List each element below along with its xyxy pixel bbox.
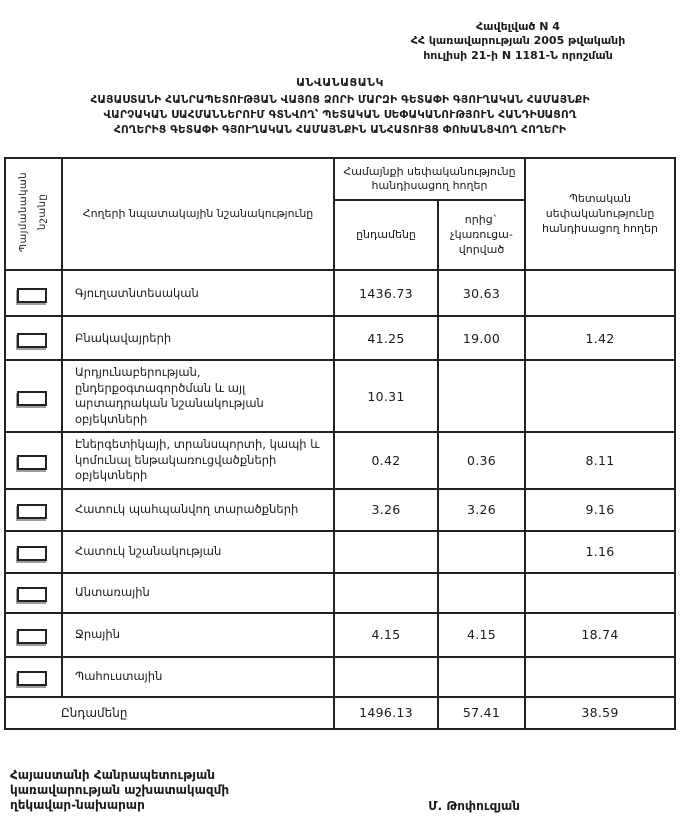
annex-decision-line: հուլիսի 21-ի N 1181-Ն որոշման [423, 48, 613, 62]
land-transfer-table [4, 157, 676, 730]
value-unbuilt [438, 657, 525, 697]
legend-symbol-icon [17, 391, 47, 406]
value-community-total: 0.42 [334, 432, 438, 489]
header-symbol-column [5, 158, 62, 270]
document-title-block [0, 75, 680, 137]
value-unbuilt [438, 531, 525, 573]
legend-symbol-icon [17, 455, 47, 470]
title-line-3: ՀՈՂԵՐԻՑ ԳԵՏԱՓԻ ԳՅՈՒՂԱԿԱՆ ՀԱՄԱՅՆՔԻՆ ԱՆՀԱՏՈՒՅՑ ՓՈԽԱՆՑՎՈՂ ՀՈՂԵՐԻ [113, 123, 567, 136]
org-line-2: կառավարության աշխատակազմի [10, 782, 230, 797]
table-row [5, 316, 675, 360]
total-state-value: 38.59 [525, 697, 675, 729]
legend-symbol-icon [17, 333, 47, 348]
document-heading: ԱՆՎԱՆԱՑԱՆԿ [296, 75, 384, 89]
value-state: 1.16 [525, 531, 675, 573]
symbol-cell [5, 316, 62, 360]
category-label: Գյուղատնտեսական [62, 270, 334, 316]
header-community-group: Համայնքի սեփականությունը հանդիսացող հողեր [334, 158, 525, 200]
value-unbuilt: 0.36 [438, 432, 525, 489]
legend-symbol-icon [17, 288, 47, 303]
value-unbuilt: 30.63 [438, 270, 525, 316]
value-state [525, 360, 675, 432]
legend-symbol-icon [17, 587, 47, 602]
category-label: Հատուկ պահպանվող տարածքների [62, 489, 334, 531]
table-row [5, 489, 675, 531]
value-state [525, 573, 675, 613]
table-row [5, 360, 675, 432]
symbol-cell [5, 531, 62, 573]
value-community-total [334, 573, 438, 613]
value-state [525, 657, 675, 697]
category-label: Պահուստային [62, 657, 334, 697]
total-community-value: 1496.13 [334, 697, 438, 729]
category-label: Հատուկ նշանակության [62, 531, 334, 573]
value-community-total: 41.25 [334, 316, 438, 360]
header-purpose-column: Հողերի նպատակային նշանակությունը [62, 158, 334, 270]
table-row [5, 613, 675, 657]
value-unbuilt: 19.00 [438, 316, 525, 360]
symbol-cell [5, 613, 62, 657]
symbol-cell [5, 489, 62, 531]
org-line-1: Հայաստանի Հանրապետության [10, 767, 215, 782]
legend-symbol-icon [17, 629, 47, 644]
value-community-total: 1436.73 [334, 270, 438, 316]
annex-reference-block [368, 20, 668, 63]
value-unbuilt: 3.26 [438, 489, 525, 531]
total-unbuilt-value: 57.41 [438, 697, 525, 729]
table-row [5, 573, 675, 613]
value-community-total: 4.15 [334, 613, 438, 657]
table-row [5, 531, 675, 573]
signing-organization [10, 768, 229, 813]
table-row [5, 657, 675, 697]
value-state [525, 270, 675, 316]
value-community-total [334, 531, 438, 573]
category-label: Բնակավայրերի [62, 316, 334, 360]
category-label: Անտառային [62, 573, 334, 613]
symbol-column-label: Պայմանական նշանը [18, 171, 49, 252]
total-row [5, 697, 675, 729]
signer-name: Մ. Թոփուզյան [428, 798, 520, 813]
symbol-cell [5, 360, 62, 432]
value-community-total: 3.26 [334, 489, 438, 531]
signature-block [0, 768, 680, 813]
legend-symbol-icon [17, 671, 47, 686]
category-label: Ջրային [62, 613, 334, 657]
title-line-2: ՎԱՐՉԱԿԱՆ ՍԱՀՄԱՆՆԵՐՈՒՄ ԳՏՆՎՈՂ՝ ՊԵՏԱԿԱՆ ՍԵՓԱԿԱՆՈՒԹՅՈՒՆ ՀԱՆԴԻՍԱՑՈՂ [103, 108, 577, 121]
legend-symbol-icon [17, 504, 47, 519]
value-community-total [334, 657, 438, 697]
symbol-cell [5, 657, 62, 697]
annex-government-line: ՀՀ կառավարության 2005 թվականի [410, 34, 626, 48]
value-community-total: 10.31 [334, 360, 438, 432]
value-state: 18.74 [525, 613, 675, 657]
header-unbuilt-subcolumn: որից` չկառուցա-վորված [438, 200, 525, 270]
symbol-cell [5, 270, 62, 316]
value-unbuilt [438, 573, 525, 613]
value-unbuilt: 4.15 [438, 613, 525, 657]
value-state: 9.16 [525, 489, 675, 531]
title-line-1: ՀԱՅԱՍՏԱՆԻ ՀԱՆՐԱՊԵՏՈՒԹՅԱՆ ՎԱՅՈՑ ՁՈՐԻ ՄԱՐԶԻ ԳԵՏԱՓԻ ԳՅՈՒՂԱԿԱՆ ՀԱՄԱՅՆՔԻ [90, 94, 590, 107]
annex-number: Հավելված N 4 [476, 20, 560, 33]
total-row-label: Ընդամենը [5, 697, 334, 729]
value-state: 1.42 [525, 316, 675, 360]
table-row [5, 432, 675, 489]
category-label: Էներգետիկայի, տրանսպորտի, կապի և կոմունալ ենթակառուցվածքների օբյեկտների [62, 432, 334, 489]
category-label: Արդյունաբերության, ընդերքօգտագործման և այլ արտադրական նշանակության օբյեկտների [62, 360, 334, 432]
org-line-3: ղեկավար-նախարար [10, 797, 145, 812]
header-state-column: Պետական սեփականությունը հանդիսացող հողեր [525, 158, 675, 270]
header-total-subcolumn: ընդամենը [334, 200, 438, 270]
value-state: 8.11 [525, 432, 675, 489]
symbol-cell [5, 432, 62, 489]
symbol-cell [5, 573, 62, 613]
legend-symbol-icon [17, 546, 47, 561]
value-unbuilt [438, 360, 525, 432]
table-row [5, 270, 675, 316]
